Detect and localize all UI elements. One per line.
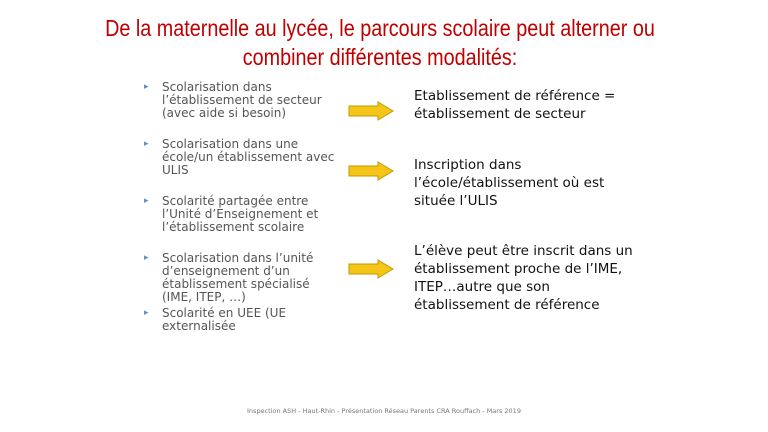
result-line: établissement proche de l’IME,: [414, 261, 623, 277]
bullet-line: Scolarisation dans l’unité: [162, 251, 314, 265]
slide-title: [88, 14, 673, 72]
result-line: Inscription dans: [414, 157, 522, 173]
bullet-line: d’enseignement d’un: [162, 264, 290, 278]
bullet-line: Scolarisation dans une: [162, 137, 299, 151]
slide-title-line-1: De la maternelle au lycée, le parcours scolaire peut alterner ou: [105, 15, 655, 41]
bullet-item-specialise: [142, 252, 342, 304]
bullet-line: l’Unité d’Enseignement et: [162, 207, 319, 221]
result-line: située l’ULIS: [414, 193, 498, 209]
bullet-item-ulis: [142, 138, 342, 177]
bullet-item-uee: [142, 307, 342, 333]
bullet-line: (IME, ITEP, …): [162, 290, 246, 304]
bullet-line: Scolarité en UEE (UE: [162, 306, 287, 320]
bullet-triangle-icon: ▸: [144, 253, 149, 263]
right-arrow-icon: [348, 101, 394, 121]
result-line: l’école/établissement où est: [414, 175, 605, 191]
bullet-line: (avec aide si besoin): [162, 106, 287, 120]
bullet-triangle-icon: ▸: [144, 308, 149, 318]
right-arrow-icon: [348, 259, 394, 279]
bullet-item-partagee: [142, 195, 342, 234]
bullet-line: Scolarisation dans: [162, 80, 272, 94]
result-text-ime: [414, 242, 734, 314]
right-arrow-icon: [348, 161, 394, 181]
bullet-triangle-icon: ▸: [144, 139, 149, 149]
result-line: établissement de référence: [414, 297, 600, 313]
result-text-ulis: [414, 156, 734, 210]
result-line: Etablissement de référence =: [414, 88, 616, 104]
result-line: ITEP…autre que son: [414, 279, 550, 295]
result-line: établissement de secteur: [414, 106, 586, 122]
result-line: L’élève peut être inscrit dans un: [414, 243, 633, 259]
bullet-line: établissement spécialisé: [162, 277, 310, 291]
bullet-line: l’établissement scolaire: [162, 220, 305, 234]
bullet-line: ULIS: [162, 163, 189, 177]
bullet-line: l’établissement de secteur: [162, 93, 322, 107]
bullet-item-secteur: [142, 81, 342, 120]
bullet-line: Scolarité partagée entre: [162, 194, 309, 208]
slide-footer: Inspection ASH - Haut-Rhin - Présentation Réseau Parents CRA Rouffach - Mars 2019: [247, 407, 521, 415]
bullet-line: externalisée: [162, 319, 236, 333]
slide-title-line-2: combiner différentes modalités:: [242, 44, 518, 70]
bullet-line: école/un établissement avec: [162, 150, 335, 164]
bullet-triangle-icon: ▸: [144, 196, 149, 206]
result-text-reference: [414, 87, 734, 123]
bullet-triangle-icon: ▸: [144, 82, 149, 92]
